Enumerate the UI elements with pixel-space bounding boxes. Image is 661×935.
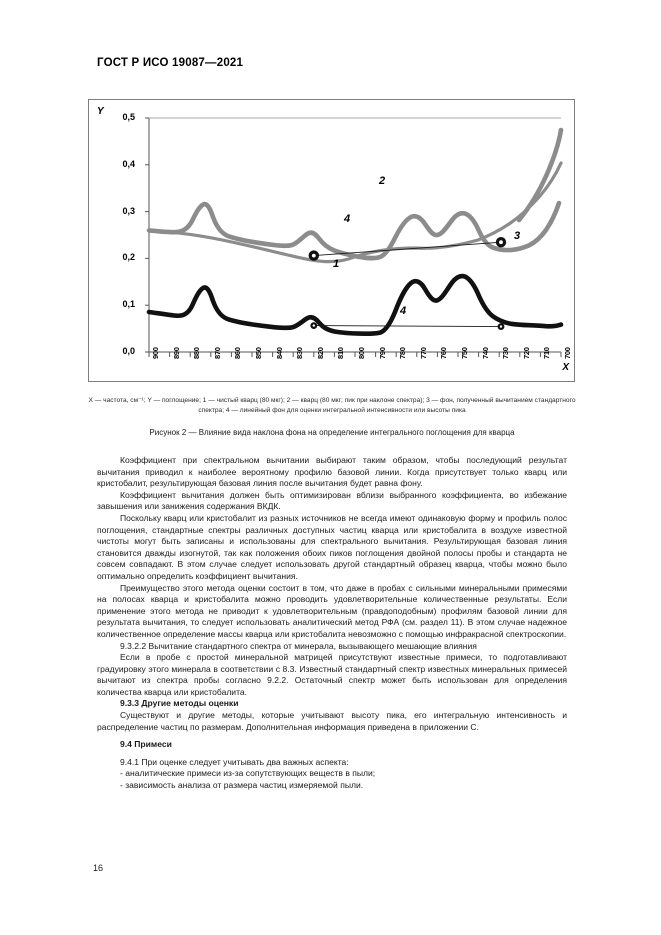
body-text-block (97, 455, 567, 792)
x-tick-label-18: 720 (522, 347, 531, 359)
body-paragraph-7: Существуют и другие методы, которые учитывают высоту пика, его интегральную интенсивность и распределение частиц по размерам. Дополнительная информация приведена в приложении С. (97, 710, 567, 732)
chart-frame (88, 99, 575, 382)
x-tick-label-15: 750 (460, 347, 469, 359)
y-tick-label-2: 0,3 (122, 206, 135, 216)
figure-2 (88, 99, 575, 382)
x-tick-label-9: 810 (336, 347, 345, 359)
chart-plot (89, 100, 574, 381)
y-axis-title: Y (97, 106, 104, 117)
curve-label-1: 1 (333, 258, 340, 270)
marker-point-upper-left-center (312, 254, 316, 258)
x-tick-label-19: 710 (542, 347, 551, 359)
x-tick-label-20: 700 (563, 347, 572, 359)
curve-label-2: 2 (379, 175, 386, 187)
x-tick-label-1: 890 (172, 347, 181, 359)
figure-legend: X — частота, см⁻¹; Y — поглощение; 1 — чистый кварц (80 мкг); 2 — кварц (80 мкг; пик при наклоне спектра); 3 — фон, полученный вычитанием стандартного спектра; 4 — линейный фон для оценки интегральной интенсивности или высоты пика (88, 397, 576, 415)
x-axis-title: X (562, 362, 569, 373)
curve-label-3: 3 (514, 230, 521, 242)
y-tick-marks (145, 118, 149, 352)
body-heading-94: 9.4 Примеси (120, 739, 172, 750)
body-paragraph-2: Поскольку кварц или кристобалит из разных источников не всегда имеют одинаковую форму и профиль полос поглощения, стандартные спектры различных доступных частиц кварца или кристобалита в воздухе известной чистоты могут быть записаны и использованы для спектрального вычитания. Результирующая базовая линия становится дважды изогнутой, так как положения обоих пиков поглощения двойной полосы пробы и стандарта не совсем совпадают. В этом случае следует использовать другой стандартный образец кварца, чтобы можно было оптимально определить коэффициент вычитания. (97, 512, 567, 581)
x-tick-label-14: 760 (439, 347, 448, 359)
page-number: 16 (93, 863, 104, 873)
body-paragraph-5: Если в пробе с простой минеральной матрицей присутствуют известные примеси, то подготавливают градуировку этого минерала в соответствии с 8.3. Известный стандартный спектр известных минеральных примесей вычитают из спектра пробы согласно 9.2.2. Остаточный спектр может быть использован для определения количества кварца или кристобалита. (97, 652, 567, 697)
x-tick-label-17: 730 (501, 347, 510, 359)
body-heading-933: 9.3.3 Другие методы оценки (120, 698, 239, 709)
line-4-lower-linear-background (314, 326, 501, 327)
x-tick-label-0: 900 (151, 347, 160, 359)
body-paragraph-4-clause-9322: 9.3.2.2 Вычитание стандартного спектра от минерала, вызывающего мешающие влияния (120, 640, 477, 651)
curve-label-4-upper: 4 (344, 213, 351, 225)
x-tick-label-10: 800 (357, 347, 366, 359)
x-tick-label-5: 850 (254, 347, 263, 359)
x-tick-label-3: 870 (213, 347, 222, 359)
x-tick-label-2: 880 (192, 347, 201, 359)
marker-point-upper-right-center (499, 240, 503, 244)
figure-caption-title: Рисунок 2 — Влияние вида наклона фона на определение интегрального поглощения для кварца (149, 428, 515, 437)
y-tick-label-1: 0,4 (122, 159, 135, 169)
marker-point-lower-right-center (500, 325, 502, 327)
x-tick-label-12: 780 (398, 347, 407, 359)
marker-point-lower-left-center (313, 324, 315, 326)
y-tick-label-3: 0,2 (122, 252, 135, 262)
y-tick-label-5: 0,0 (122, 346, 135, 356)
x-tick-label-4: 860 (233, 347, 242, 359)
line-4-upper-linear-background (314, 242, 501, 255)
x-tick-label-7: 830 (295, 347, 304, 359)
body-paragraph-0: Коэффициент при спектральном вычитании выбирают таким образом, чтобы последующий результат вычитания приводил к наиболее вероятному профилю базовой линии. Когда присутствует только кварц или кристобалит, результирующая базовая линия после вычитания будет равна фону. (97, 455, 567, 489)
body-paragraph-11-clause-941: 9.4.1 При оценке следует учитывать два важных аспекта: (120, 756, 349, 767)
x-tick-label-13: 770 (419, 347, 428, 359)
x-tick-label-16: 740 (481, 347, 490, 359)
body-list-item-1: - зависимость анализа от размера частиц измеряемой пыли. (120, 780, 364, 791)
body-list-item-0: - аналитические примеси из-за сопутствующих веществ в пыли; (120, 768, 376, 779)
y-tick-label-4: 0,1 (122, 299, 135, 309)
body-paragraph-3: Преимущество этого метода оценки состоит в том, что даже в пробах с сильными минеральными примесями на полосах кварца и кристобалита можно проводить удовлетворительные количественные результаты. Если применение этого метода не приводит к удовлетворительным (правдоподобным) профилям базовой линии для результата вычитания, то следует использовать аналитический метод РФА (см. раздел 11). В этом случае надежное количественное определение массы кварца или кристобалита невозможно с помощью инфракрасной спектроскопии. (97, 582, 567, 639)
x-tick-label-11: 790 (378, 347, 387, 359)
curve-label-4-lower: 4 (400, 305, 407, 317)
body-paragraph-1: Коэффициент вычитания должен быть оптимизирован вблизи выбранного коэффициента, во избежание завышения или занижения содержания ВКДК. (97, 489, 567, 512)
y-tick-label-0: 0,5 (122, 112, 135, 122)
x-tick-label-6: 840 (275, 347, 284, 359)
x-tick-marks (149, 352, 561, 357)
x-tick-label-8: 820 (316, 347, 325, 359)
document-header-standard-number: ГОСТ Р ИСО 19087—2021 (97, 57, 244, 69)
